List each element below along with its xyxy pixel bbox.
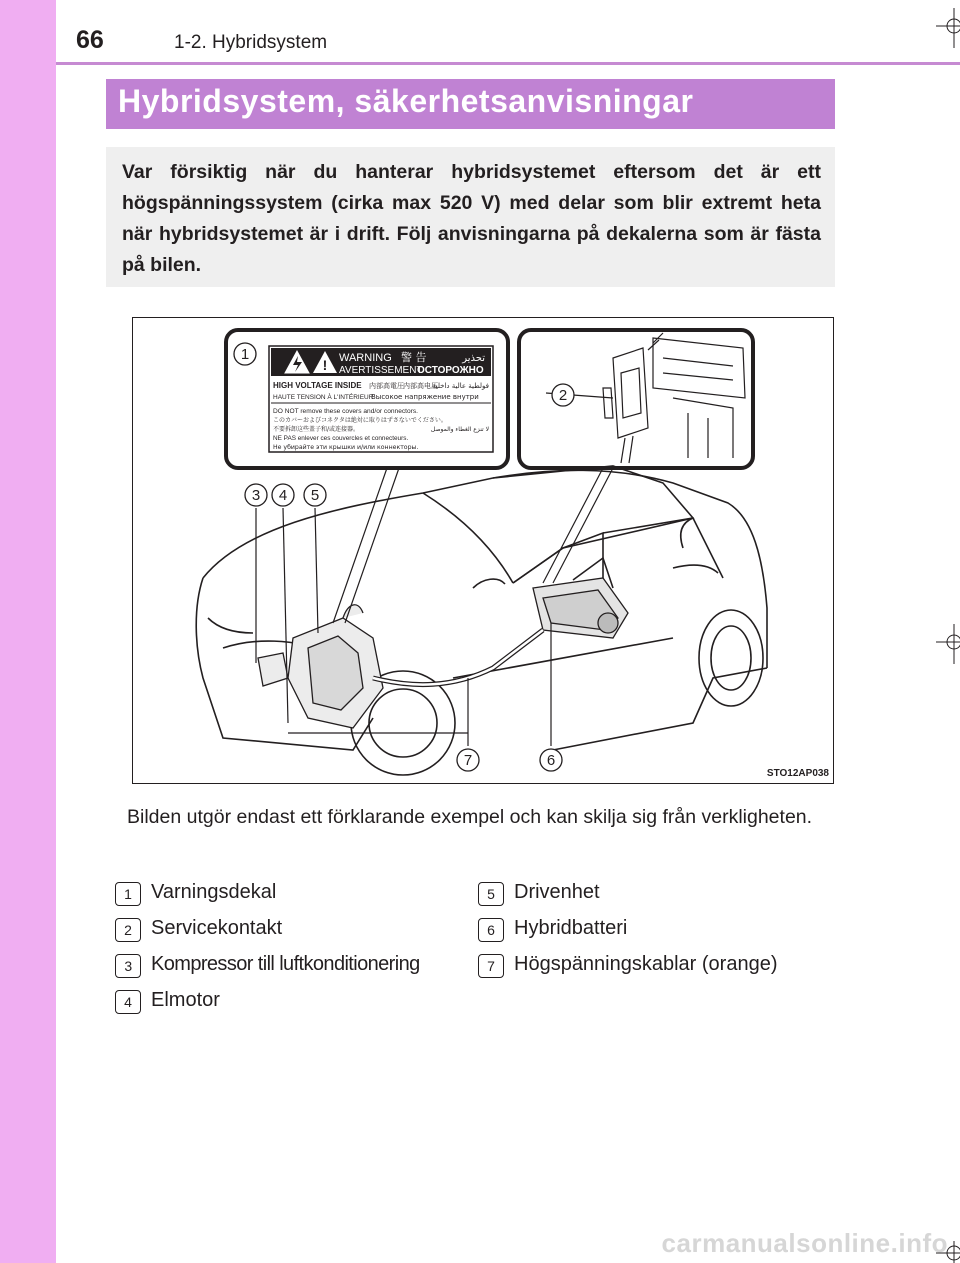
legend-number: 7 <box>478 954 504 978</box>
label-dont-ar: لا تنزع الغطاء والموصل <box>430 426 489 433</box>
label-warning-jp: 警 告 <box>401 351 427 364</box>
crop-mark-right-middle <box>936 624 960 664</box>
legend-label: Elmotor <box>151 989 220 1011</box>
callout-5: 5 <box>310 487 320 504</box>
callout-6: 6 <box>546 752 556 769</box>
crop-mark-top-right <box>936 8 960 48</box>
title-banner <box>106 79 835 129</box>
label-haute-tension: HAUTE TENSION À L'INTÉRIEUR <box>273 394 374 401</box>
label-dont-ru: Не убирайте эти крышки и/или коннекторы. <box>273 444 419 451</box>
figure-caption: Bilden utgör endast ett förklarande exempel och kan skilja sig från verkligheten. <box>127 806 813 828</box>
section-side-tab <box>0 0 56 1263</box>
legend-number: 6 <box>478 918 504 942</box>
callout-2: 2 <box>558 387 568 404</box>
legend-number: 4 <box>115 990 141 1014</box>
label-ostorozhno: ОСТОРОЖНО <box>417 365 484 376</box>
legend-label: Varningsdekal <box>151 881 277 903</box>
page-title: Hybridsystem, säkerhetsanvisningar <box>118 83 694 119</box>
label-warning: WARNING <box>339 352 392 364</box>
watermark: carmanualsonline.info <box>661 1228 948 1258</box>
label-hv-ar: فولطية عالية داخلية <box>431 382 489 390</box>
intro-text: Var försiktig när du hanterar hybridsystemet eftersom det är ett högspänningssystem (cirka max 520 V) med delar som blir extremt heta när hybridsystemet är i drift. Följ anvisningarna på dekalerna som är fästa på bilen. <box>122 161 821 276</box>
callout-4: 4 <box>278 487 288 504</box>
label-dont-remove: DO NOT remove these covers and/or connectors. <box>273 408 419 415</box>
legend-number: 3 <box>115 954 141 978</box>
callout-7: 7 <box>463 752 473 769</box>
svg-text:!: ! <box>322 357 328 373</box>
label-hv-jp: 内部高電圧 <box>369 382 404 390</box>
legend-label: Drivenhet <box>514 881 600 903</box>
label-dont-cn: 不要拆卸这些盖子和/或连接器。 <box>273 426 360 433</box>
label-hv-ru: Высокое напряжение внутри <box>371 393 479 401</box>
hybrid-system-figure <box>132 317 834 784</box>
page-number: 66 <box>76 26 104 54</box>
header-rule <box>56 62 960 65</box>
label-avertissement: AVERTISSEMENT <box>339 365 423 376</box>
legend-number: 5 <box>478 882 504 906</box>
label-ne-pas: NE PAS enlever ces couvercles et connecteurs. <box>273 435 409 442</box>
callout-3: 3 <box>251 487 261 504</box>
label-dont-jp: このカバーおよびコネクタは絶対に取りはずさないでください。 <box>273 417 447 424</box>
legend-number: 2 <box>115 918 141 942</box>
label-warning-ar: تحذير <box>462 353 485 364</box>
legend-label: Kompressor till luftkonditionering <box>151 953 420 975</box>
label-hv-cn: 内部高电压 <box>403 382 438 390</box>
legend-label: Servicekontakt <box>151 917 283 939</box>
figure-code: STO12AP038 <box>766 768 829 779</box>
section-label: 1-2. Hybridsystem <box>174 32 328 53</box>
hybrid-battery-drawing <box>533 578 628 638</box>
label-high-voltage: HIGH VOLTAGE INSIDE <box>273 381 362 390</box>
car-illustration <box>133 318 833 783</box>
legend-label: Högspänningskablar (orange) <box>514 953 778 975</box>
callout-1: 1 <box>240 346 250 363</box>
legend-number: 1 <box>115 882 141 906</box>
drive-unit-drawing <box>258 605 383 728</box>
car-body <box>196 466 767 775</box>
legend-label: Hybridbatteri <box>514 917 628 939</box>
intro-box <box>106 147 835 287</box>
